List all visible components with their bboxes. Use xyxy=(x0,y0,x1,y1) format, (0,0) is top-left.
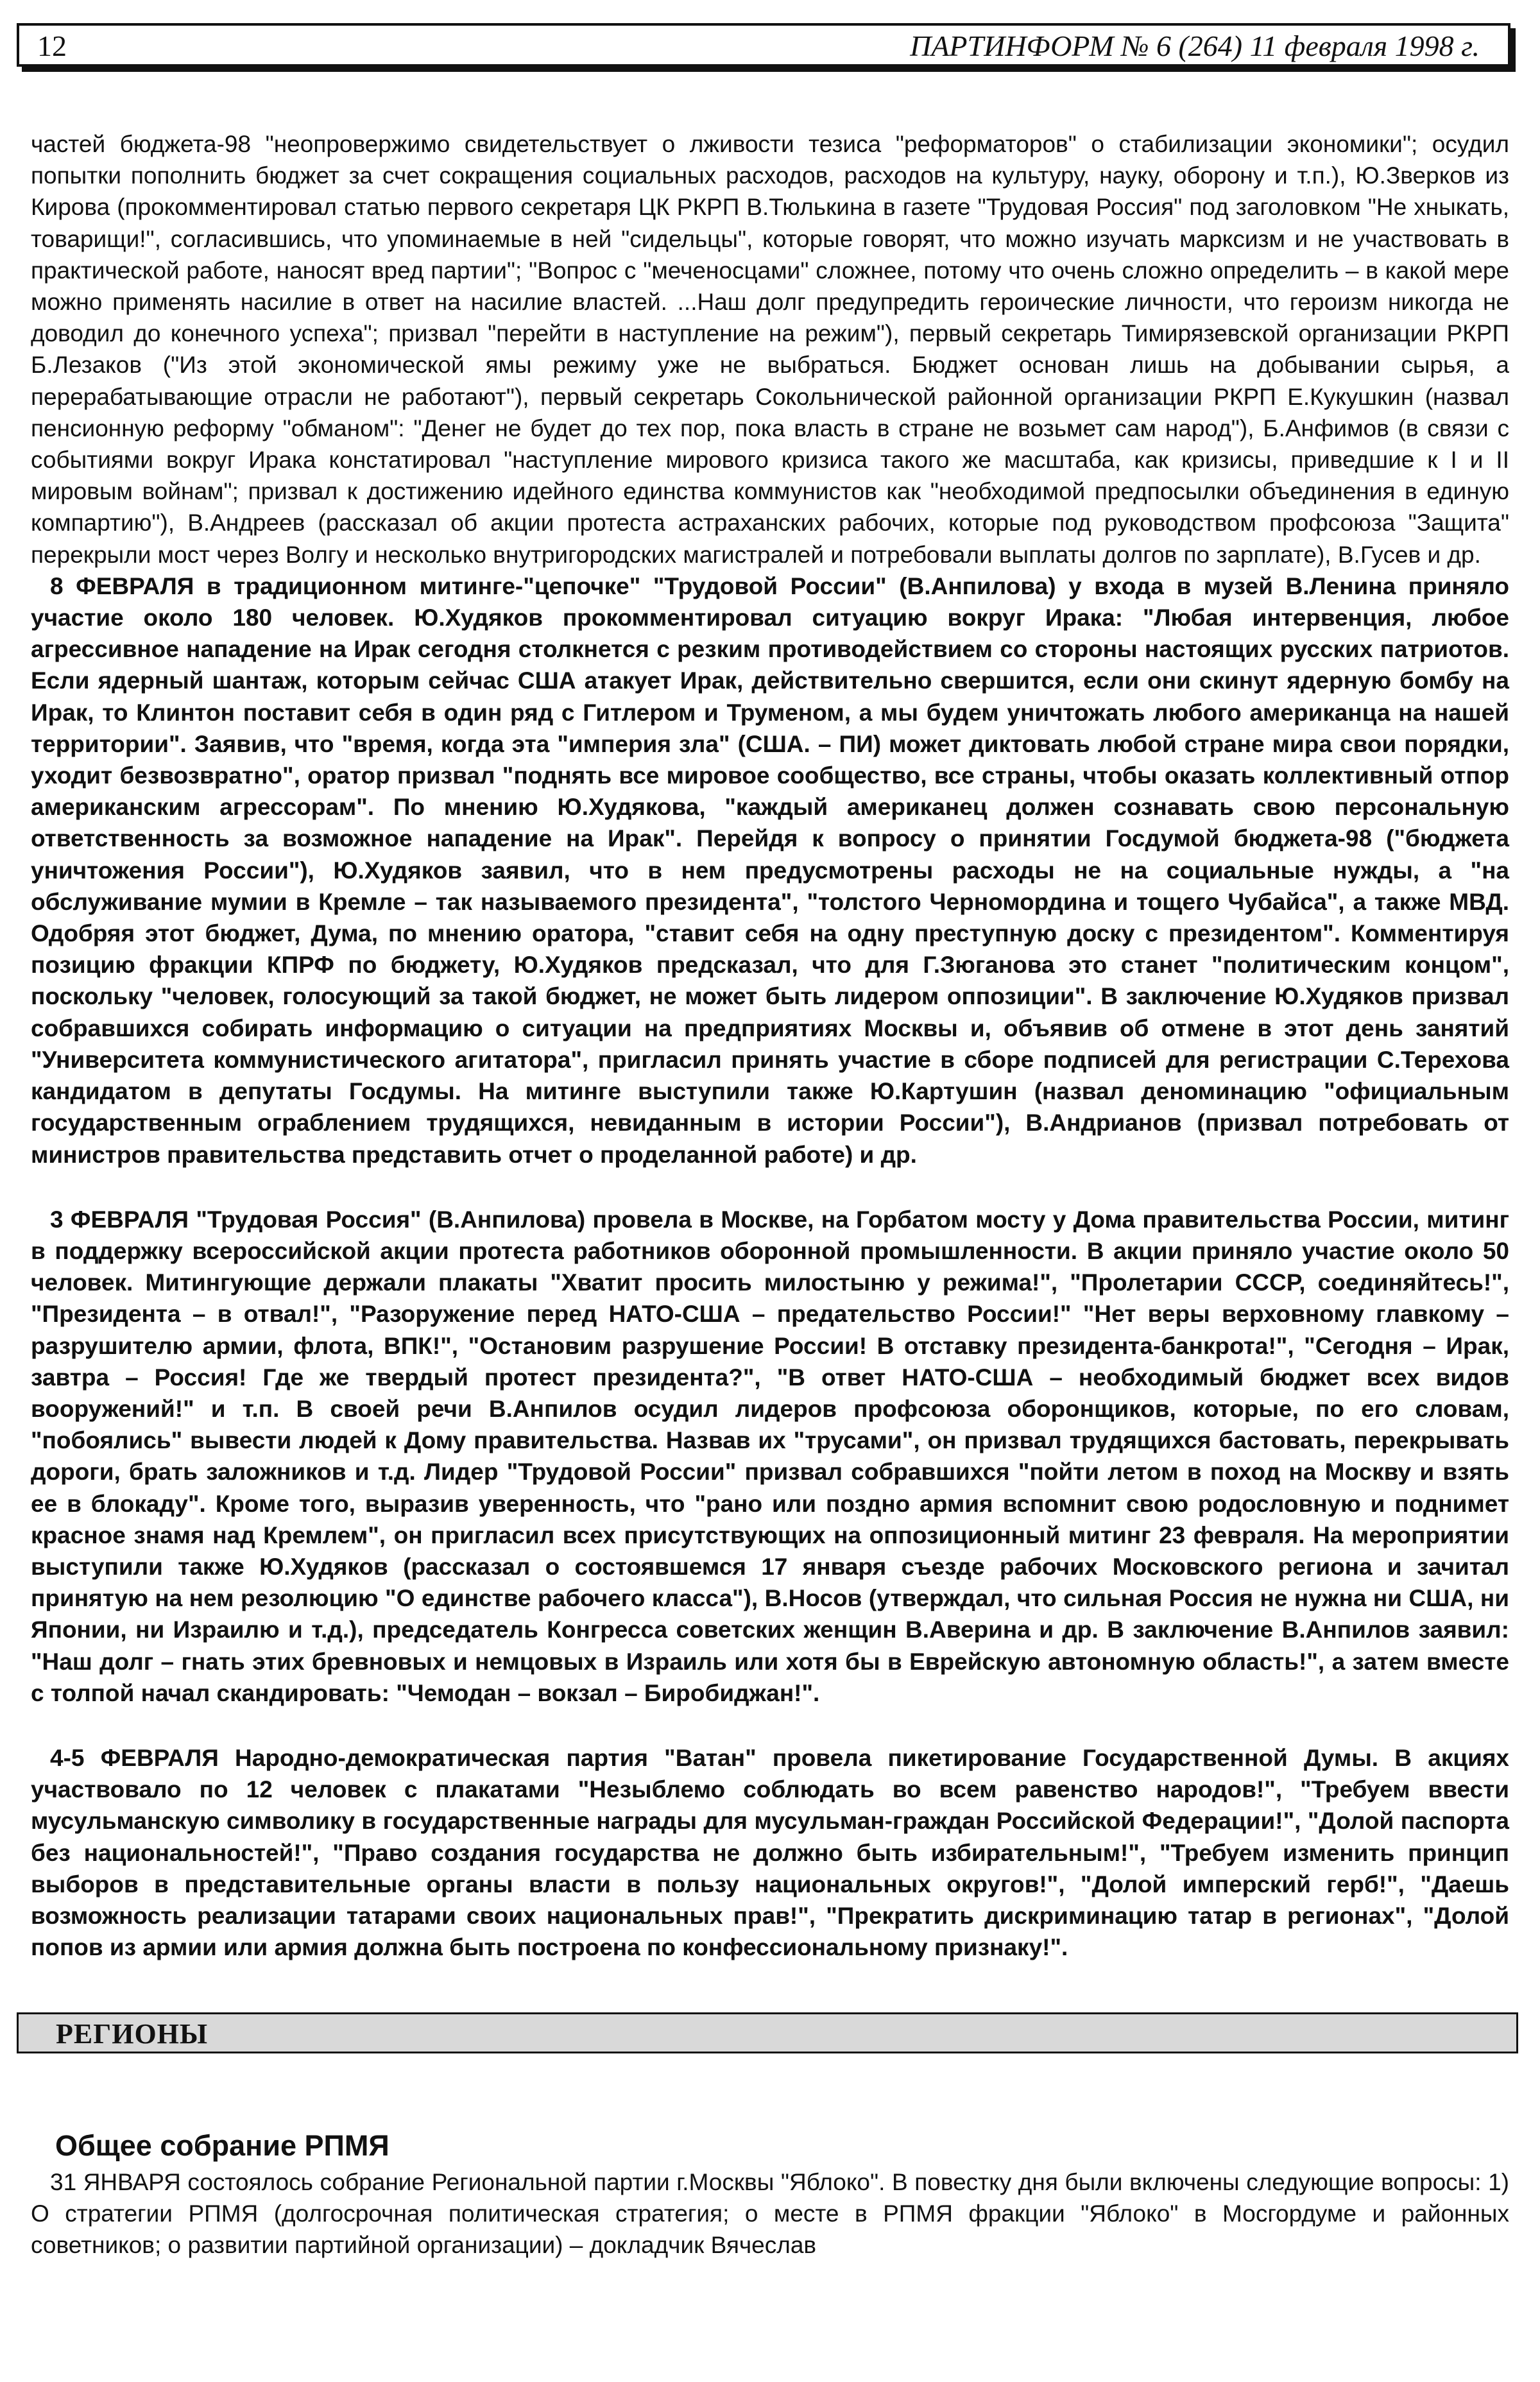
page-number: 12 xyxy=(37,30,67,62)
body-text xyxy=(31,128,1509,1963)
article-paragraph: 31 ЯНВАРЯ состоялось собрание Региональной партии г.Москвы "Яблоко". В повестку дня были включены следующие вопросы: 1) О стратегии РПМЯ (долгосрочная политическая стратегия; о месте в РПМЯ фракции "Яблоко" в Мосгордуме и районных советников; о развитии партийной организации) – докладчик Вячеслав xyxy=(31,2169,1509,2259)
issue-line: ПАРТИНФОРМ № 6 (264) 11 февраля 1998 г. xyxy=(910,30,1480,62)
article xyxy=(31,2129,1509,2261)
paragraph-feb-4-5: 4-5 ФЕВРАЛЯ Народно-демократическая партия "Ватан" провела пикетирование Государственной Думы. В акциях участвовало по 12 человек с плакатами "Незыблемо соблюдать во всем равенство народов!", "Требуем ввести мусульманскую символику в государственные награды для мусульман-граждан Российской Федерации!", "Долой паспорта без национальностей!", "Право создания государства не должно быть избирательным!", "Требуем изменить принцип выборов в представительные органы власти в пользу национальных округов!", "Долой имперский герб!", "Даешь возможность реализации татарами своих национальных прав!", "Прекратить дискриминацию татар в регионах", "Долой попов из армии или армия должна быть построена по конфессиональному признаку!". xyxy=(31,1744,1509,1961)
article-title: Общее собрание РПМЯ xyxy=(55,2129,389,2162)
paragraph-feb-3: 3 ФЕВРАЛЯ "Трудовая Россия" (В.Анпилова) провела в Москве, на Горбатом мосту у Дома правительства России, митинг в поддержку всероссийской акции протеста работников оборонной промышленности. В акции приняло участие около 50 человек. Митингующие держали плакаты "Хватит просить милостыню у режима!", "Пролетарии СССР, соединяйтесь!", "Президента – в отвал!", "Разоружение перед НАТО-США – предательство России!" "Нет веры верховному главкому – разрушителю армии, флота, ВПК!", "Остановим разрушение России! В отставку президента-банкрота!", "Сегодня – Ирак, завтра – Россия! Где же твердый протест президента?", "В ответ НАТО-США – необходимый бюджет всех видов вооружений!" и т.п. В своей речи В.Анпилов осудил лидеров профсоюза оборонщиков, которые, по его словам, "побоялись" вывести людей к Дому правительства. Назвав их "трусами", он призвал трудящихся бастовать, перекрывать дороги, брать заложников и т.д. Лидер "Трудовой России" призвал собравшихся "пойти летом в поход на Москву и взять ее в блокаду". Кроме того, выразив уверенность, что "рано или поздно армия вспомнит свою родословную и поднимет красное знамя над Кремлем", он пригласил всех присутствующих на оппозиционный митинг 23 февраля. На мероприятии выступили также Ю.Худяков (рассказал о состоявшемся 17 января съезде рабочих Московского региона и зачитал принятую на нем резолюцию "О единстве рабочего класса"), В.Носов (утверждал, что сильная Россия не нужна ни США, ни Японии, ни Израилю и т.д.), председатель Конгресса советских женщин В.Аверина и др. В заключение В.Анпилов заявил: "Наш долг – гнать этих бревновых и немцовых в Израиль или хотя бы в Еврейскую автономную область!", а затем вместе с толпой начал скандировать: "Чемодан – вокзал – Биробиджан!". xyxy=(31,1206,1509,1706)
section-banner xyxy=(17,2012,1518,2053)
section-banner-label: РЕГИОНЫ xyxy=(56,2018,209,2050)
paragraph-gap xyxy=(31,1170,1509,1204)
paragraph-gap xyxy=(31,1709,1509,1742)
page-header xyxy=(17,23,1510,67)
paragraph-continuation: частей бюджета-98 "неопровержимо свидетельствует о лживости тезиса "реформаторов" о стабилизации экономики"; осудил попытки пополнить бюджет за счет сокращения социальных расходов, расходов на культуру, науку, оборону и т.п.), Ю.Зверков из Кирова (прокомментировал статью первого секретаря ЦК РКРП В.Тюлькина в газете "Трудовая Россия" под заголовком "Не хныкать, товарищи!", согласившись, что упоминаемые в ней "сидельцы", которые говорят, что можно изучать марксизм и не участвовать в практической работе, наносят вред партии"; "Вопрос с "меченосцами" сложнее, потому что очень сложно определить – в какой мере можно применять насилие в ответ на насилие властей. ...Наш долг предупредить героические личности, что героизм никогда не доводил до конечного успеха"; призвал "перейти в наступление на режим"), первый секретарь Тимирязевской организации РКРП Б.Лезаков ("Из этой экономической ямы режиму уже не выбраться. Бюджет основан лишь на добывании сырья, а перерабатывающие отрасли не работают"), первый секретарь Сокольнической районной организации РКРП Е.Кукушкин (назвал пенсионную реформу "обманом": "Денег не будет до тех пор, пока власть в стране не возьмет сам народ"), Б.Анфимов (в связи с событиями вокруг Ирака констатировал "наступление мирового кризиса такого же масштаба, как кризисы, приведшие к I и II мировым войнам"; призвал к достижению идейного единства коммунистов как "необходимой предпосылки объединения в единую компартию"), В.Андреев (рассказал об акции протеста астраханских рабочих, которые под руководством профсоюза "Защита" перекрыли мост через Волгу и несколько внутригородских магистралей и потребовали выплаты долгов по зарплате), В.Гусев и др. xyxy=(31,131,1509,568)
paragraph-feb-8: 8 ФЕВРАЛЯ в традиционном митинге-"цепочке" "Трудовой России" (В.Анпилова) у входа в музей В.Ленина приняло участие около 180 человек. Ю.Худяков прокомментировал ситуацию вокруг Ирака: "Любая интервенция, любое агрессивное нападение на Ирак сегодня столкнется с резким противодействием со стороны настоящих русских патриотов. Если ядерный шантаж, которым сейчас США атакует Ирак, действительно свершится, если они скинут ядерную бомбу на Ирак, то Клинтон поставит себя в один ряд с Гитлером и Труменом, а мы будем уничтожать любого американца на нашей территории". Заявив, что "время, когда эта "империя зла" (США. – ПИ) может диктовать любой стране мира свои порядки, уходит безвозвратно", оратор призвал "поднять все мировое сообщество, все страны, чтобы оказать коллективный отпор американским агрессорам". По мнению Ю.Худякова, "каждый американец должен сознавать свою персональную ответственность за возможное нападение на Ирак". Перейдя к вопросу о принятии Госдумой бюджета-98 ("бюджета уничтожения России"), Ю.Худяков заявил, что в нем предусмотрены расходы не на социальные нужды, а "на обслуживание мумии в Кремле – так называемого президента", "толстого Черномордина и тощего Чубайса", а также МВД. Одобряя этот бюджет, Дума, по мнению оратора, "ставит себя на одну преступную доску с президентом". Комментируя позицию фракции КПРФ по бюджету, Ю.Худяков предсказал, что для Г.Зюганова это станет "политическим концом", поскольку "человек, голосующий за такой бюджет, не может быть лидером оппозиции". В заключение Ю.Худяков призвал собравшихся собирать информацию о ситуации на предприятиях Москвы и, объявив об отмене в этот день занятий "Университета коммунистического агитатора", пригласил принять участие в сборе подписей для регистрации С.Терехова кандидатом в депутаты Госдумы. На митинге выступили также Ю.Картушин (назвал деноминацию "официальным государственным ограблением трудящихся, невиданным в истории России"), В.Андрианов (призвал потребовать от министров правительства представить отчет о проделанной работе) и др. xyxy=(31,572,1509,1168)
